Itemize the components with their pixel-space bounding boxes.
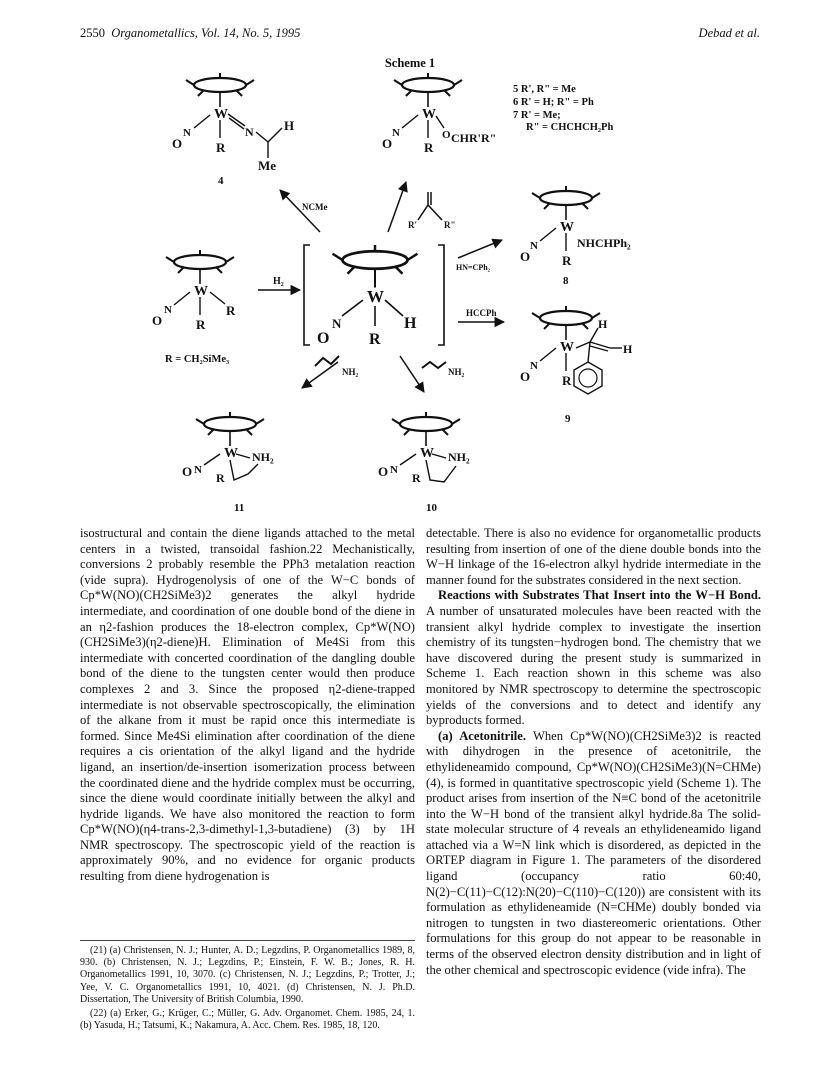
header-authors: Debad et al. xyxy=(698,26,760,40)
legend-7: 7 R' = Me; xyxy=(513,110,561,121)
reaction-scheme xyxy=(70,70,750,515)
svg-text:W: W xyxy=(367,287,384,306)
footnote-22: (22) (a) Erker, G.; Krüger, C.; Müller, G. Adv. Organomet. Chem. 1985, 24, 1. (b) Yasuda, H.; Tatsumi, K.; Nakamura, A. Acc. Chem. Res. 1985, 18, 120. xyxy=(80,1008,415,1032)
svg-text:W: W xyxy=(420,446,434,461)
svg-text:R': R' xyxy=(408,220,417,230)
svg-text:R": R" xyxy=(444,220,456,230)
left-column xyxy=(80,526,415,885)
svg-text:O: O xyxy=(442,129,451,141)
svg-text:N: N xyxy=(164,304,172,316)
header-left xyxy=(80,26,300,41)
svg-text:H: H xyxy=(404,315,417,332)
reagent-ncme: NCMe xyxy=(302,202,328,212)
r-definition: R = CH₂SiMe₃ xyxy=(165,354,230,365)
svg-text:R: R xyxy=(226,303,236,318)
right-paragraph-2 xyxy=(426,588,761,728)
svg-text:NH₂: NH₂ xyxy=(252,450,274,464)
svg-text:W: W xyxy=(194,284,208,299)
page-number: 2550 xyxy=(80,26,105,40)
label-10: 10 xyxy=(426,502,437,514)
reagent-amine-1: NH₂ xyxy=(342,367,359,377)
right-column xyxy=(426,526,761,978)
reagent-alkyne: HCCPh xyxy=(466,308,497,318)
svg-text:N: N xyxy=(194,464,202,476)
svg-text:R: R xyxy=(424,140,434,155)
svg-text:O: O xyxy=(378,464,389,479)
atom-w: W xyxy=(214,107,228,122)
left-paragraph: isostructural and contain the diene ligands attached to the metal centers in a twisted, transoidal fashion.22 Mechanistically, conversions 2 probably resemble the PPh3 metalation reaction (vide supra). Hydrogenolysis of one of the W−C bonds of Cp*W(NO)(CH2SiMe3)2 generates the alkyl hydride intermediate, and coordination of one double bond of the diene in an η2-fashion produces the 18-electron complex, Cp*W(NO)(CH2SiMe3)(η2-diene)H. Elimination of Me4Si from this intermediate with concerted coordination of the dangling double bond of the diene to the tungsten center would then produce complexes 2 and 3. Since the proposed η2-diene-trapped intermediate is not observable spectroscopically, the elimination of the alkane from it must be rapid once this intermediate is formed. Since Me4Si elimination after coordination of the diene requires a cis orientation of the alkyl ligand and the hydride ligand, an insertion/de-insertion isomerization process between the coordinated diene and the hydride complex must be occurring, since the diene would coordinate initially between the alkyl and hydride ligands. We have also monitored the reaction to form Cp*W(NO)(η4-trans-2,3-dimethyl-1,3-butadiene) (3) by 1H NMR spectroscopy. The spectroscopic yield of the reaction is approximately 90%, and no evidence for organic products resulting from diene hydrogenation is xyxy=(80,526,415,884)
right-paragraph-1: detectable. There is also no evidence for organometallic products resulting from insertion of one of the diene double bonds into the W−H linkage of the 16-electron alkyl hydride intermediate in the manner found for the substrates considered in the next section. xyxy=(426,526,761,587)
svg-text:W: W xyxy=(422,107,436,122)
svg-text:W: W xyxy=(224,446,238,461)
section-heading-acetonitrile: (a) Acetonitrile. xyxy=(438,728,526,743)
intermediate xyxy=(304,245,444,348)
svg-text:NH₂: NH₂ xyxy=(448,450,470,464)
svg-text:W: W xyxy=(560,340,574,355)
svg-text:H: H xyxy=(623,342,633,356)
legend-7b: R" = CHCHCH₂Ph xyxy=(526,122,614,133)
svg-text:N: N xyxy=(530,360,538,372)
svg-text:O: O xyxy=(152,313,163,328)
svg-text:R: R xyxy=(562,253,572,268)
legend-5: 5 R', R" = Me xyxy=(513,84,576,95)
svg-text:N: N xyxy=(530,240,538,252)
svg-text:R: R xyxy=(216,140,226,155)
label-8: 8 xyxy=(563,275,569,287)
reagent-amine-2: NH₂ xyxy=(448,367,465,377)
section-heading-insert: Reactions with Substrates That Insert into the W−H Bond. xyxy=(438,588,761,603)
nhchph2-group: NHCHPh₂ xyxy=(577,236,631,250)
starting-material xyxy=(152,250,236,365)
legend-6: 6 R' = H; R" = Ph xyxy=(513,97,594,108)
chrr-group: CHR'R" xyxy=(451,131,497,145)
compound-4 xyxy=(172,73,294,187)
svg-text:O: O xyxy=(182,464,193,479)
compound-8 xyxy=(520,186,631,287)
footnote-21: (21) (a) Christensen, N. J.; Hunter, A. D.; Legzdins, P. Organometallics 1989, 8, 930. (b) Christensen, N. J.; Legzdins, P.; Einstein, F. W. B.; Jones, R. H. Organometallics 1991, 10, 3070. (c) Christensen, N. J.; Legzdins, P.; Trotter, J.; Yee, V. C. Organometallics 1991, 10, 4021. (d) Christensen, N. J. Ph.D. Dissertation, The University of British Columbia, 1990. xyxy=(80,945,415,1005)
svg-text:R: R xyxy=(562,373,572,388)
reagent-h2: H₂ xyxy=(273,276,284,287)
svg-text:O: O xyxy=(172,136,183,151)
svg-text:Me: Me xyxy=(258,158,277,173)
svg-text:N: N xyxy=(390,464,398,476)
right-paragraph-3-body: When Cp*W(NO)(CH2SiMe3)2 is reacted with dihydrogen in the presence of acetonitrile, the ethylideneamido compound, Cp*W(NO)(CH2SiMe3)(N=CHMe) (4), is formed in quantitative spectroscopic yield (Scheme 1). The product arises from insertion of the N≡C bond of the acetonitrile into the W−H bond of the transient alkyl hydride.8a The solid-state molecular structure of 4 reveals an ethylideneamido ligand attached via a W=N link which is disordered, as depicted in the ORTEP diagram in Figure 1. The parameters of the disordered ligand (occupancy ratio 60:40, N(2)−C(11)−C(12):N(20)−C(110)−C(120)) are consistent with its formulation as ethylideneamide (N=CHMe) doubly bonded via nitrogen to tungsten in two diastereomeric orientations. Other formulations for this group do not appear to be reasonable in terms of the observed electron density distribution and in light of the other chemical and spectroscopic evidence (vide infra). The xyxy=(426,728,761,977)
svg-text:W: W xyxy=(560,220,574,235)
compound-11 xyxy=(182,412,274,514)
journal-citation: Organometallics, Vol. 14, No. 5, 1995 xyxy=(111,26,301,40)
right-paragraph-2-body: A number of unsaturated molecules have been reacted with the transient alkyl hydride complex to investigate the insertion chemistry of its tungsten−hydrogen bond. The chemistry that we have discovered during the present study is summarized in Scheme 1. Each reaction shown in this scheme was also monitored by NMR spectroscopy to determine the spectroscopic yields of the conversions and to detect and identify any byproducts formed. xyxy=(426,603,761,728)
reagent-imine: HN=CPh₂ xyxy=(456,263,491,272)
scheme-title: Scheme 1 xyxy=(384,56,436,70)
svg-text:R: R xyxy=(196,317,206,332)
compound-10 xyxy=(378,412,470,514)
svg-text:O: O xyxy=(382,136,393,151)
svg-text:R: R xyxy=(412,471,421,485)
compound-5-7 xyxy=(382,73,613,155)
label-11: 11 xyxy=(234,502,245,514)
svg-text:R: R xyxy=(369,331,381,348)
label-4: 4 xyxy=(218,175,224,187)
footnotes xyxy=(80,940,415,1034)
right-paragraph-3 xyxy=(426,729,761,979)
label-9: 9 xyxy=(565,413,571,425)
svg-text:H: H xyxy=(284,118,295,133)
svg-text:O: O xyxy=(520,369,531,384)
svg-text:N: N xyxy=(183,127,191,139)
svg-text:H: H xyxy=(598,317,608,331)
svg-text:O: O xyxy=(317,330,330,347)
svg-text:N: N xyxy=(392,127,400,139)
svg-text:O: O xyxy=(520,249,531,264)
svg-text:N: N xyxy=(332,316,342,331)
svg-text:R: R xyxy=(216,471,225,485)
compound-9 xyxy=(520,306,633,425)
svg-text:N: N xyxy=(245,125,254,139)
